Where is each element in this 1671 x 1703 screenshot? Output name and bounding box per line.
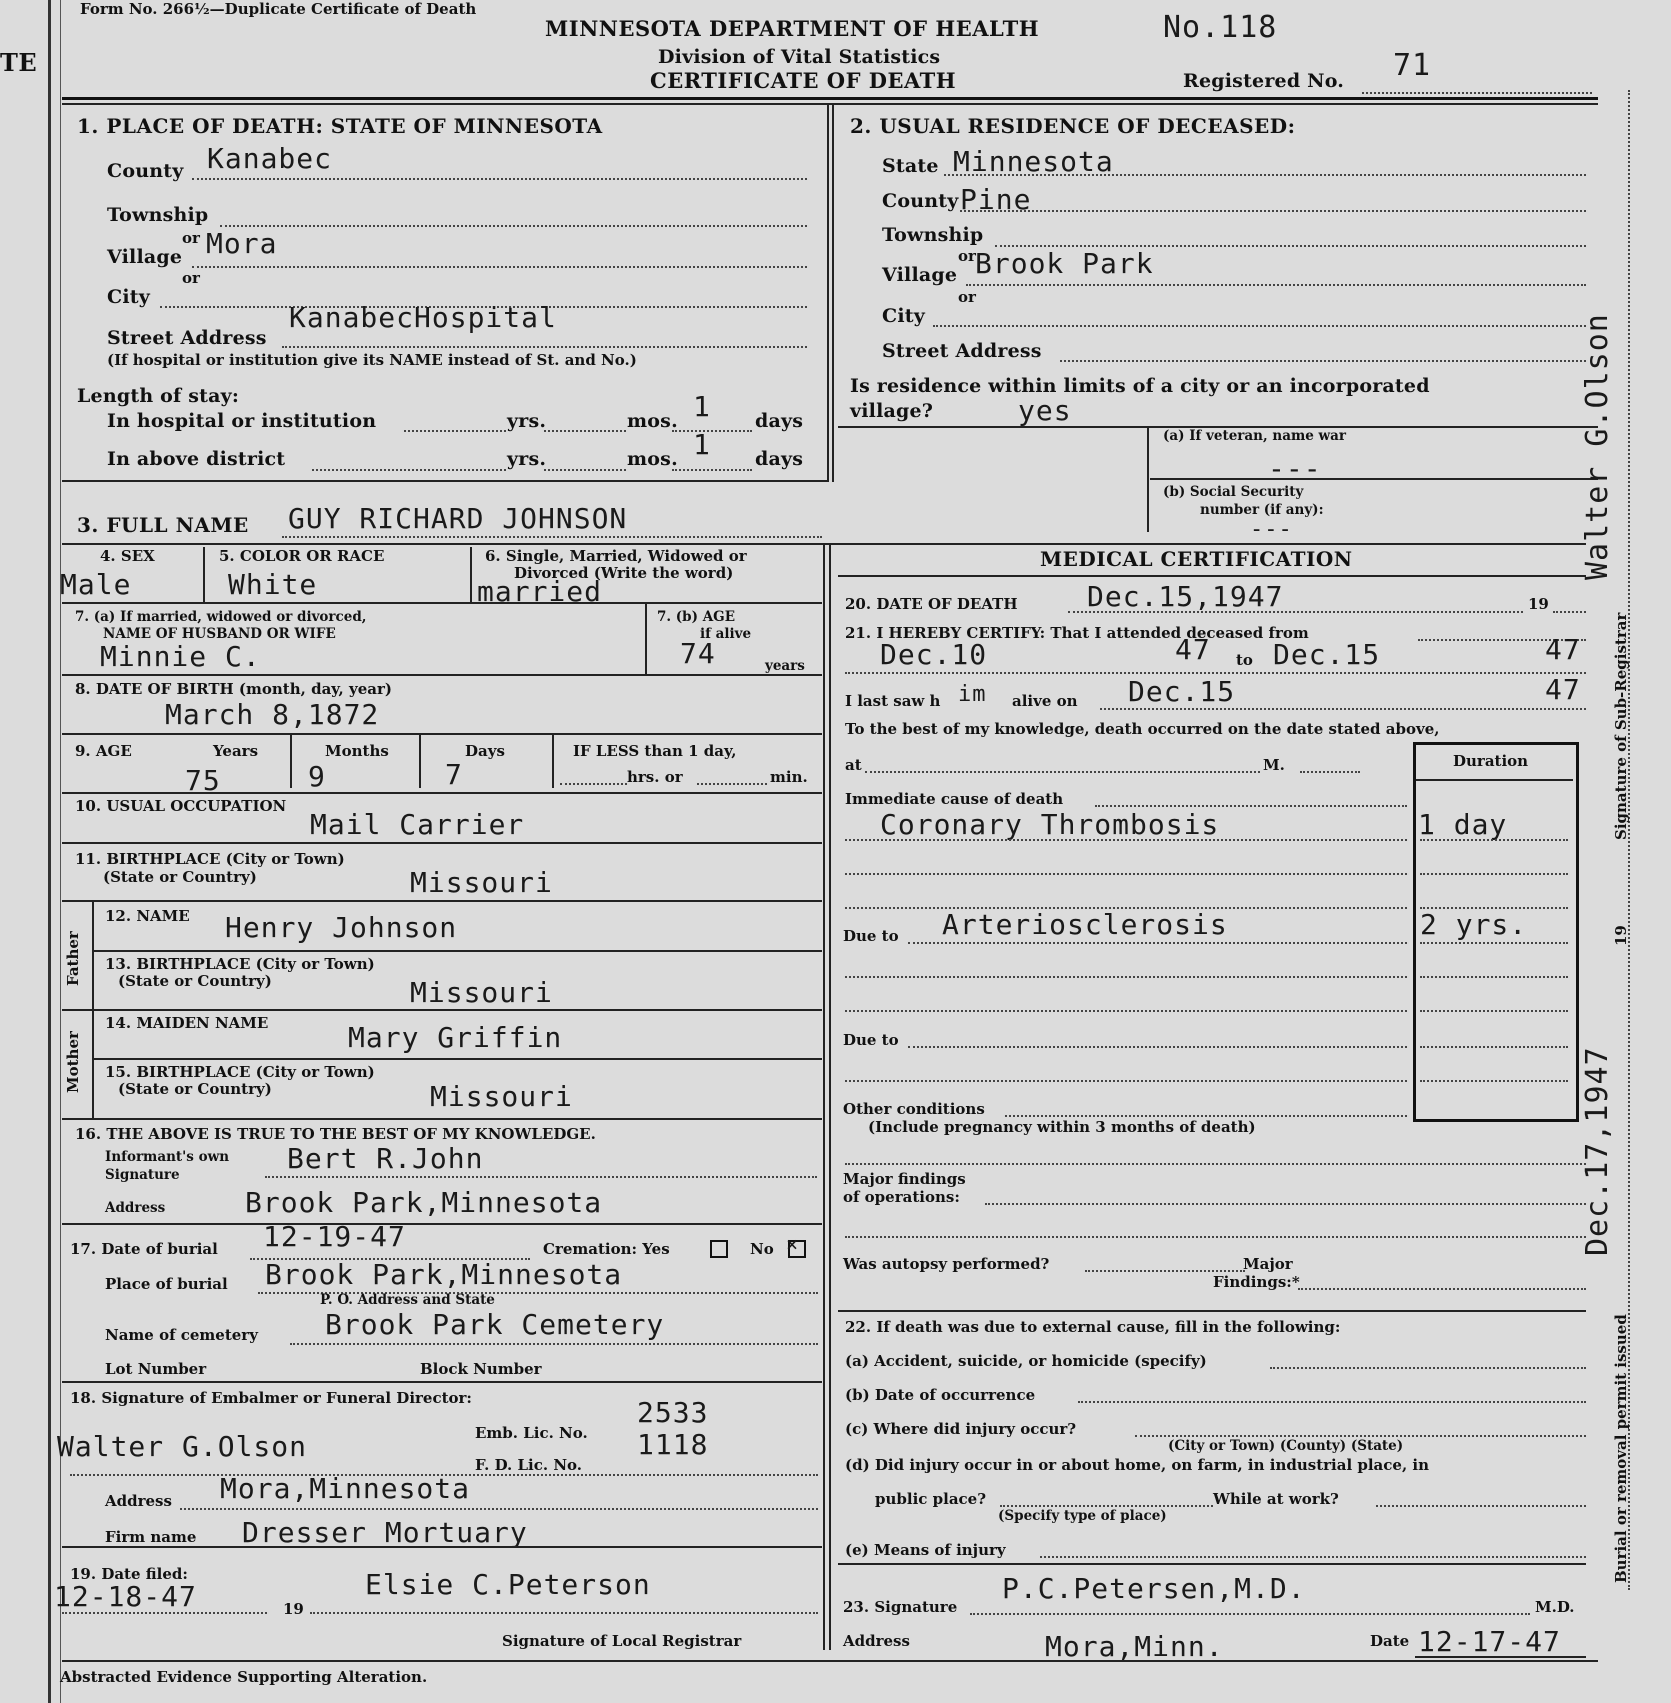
findings-label-2: of operations: [843,1188,960,1206]
or-word: or [958,288,976,306]
external-d-note: (Specify type of place) [998,1508,1167,1524]
external-a: (a) Accident, suicide, or homicide (specify) [845,1352,1207,1370]
registered-number: 71 [1393,48,1432,83]
pod-county: Kanabec [207,142,333,175]
autopsy-label: Was autopsy performed? [843,1255,1050,1273]
margin-fragment: TE [0,48,38,77]
res-county-label: County [882,190,959,212]
residence-label: 2. USUAL RESIDENCE OF DECEASED: [850,114,1296,138]
dob-label: 8. DATE OF BIRTH (month, day, year) [75,680,392,698]
pod-township-line [220,225,807,227]
res-state-label: State [882,155,939,177]
informant-address-label: Address [105,1200,166,1216]
po-address-note: P. O. Address and State [320,1292,495,1308]
spouse-age-label: 7. (b) AGE [657,609,736,625]
dur-line-7 [1420,1046,1568,1048]
father-birthplace: Missouri [410,976,553,1009]
birthplace-rule [62,900,822,902]
dur-line-5 [1420,976,1568,978]
block-label: Block Number [420,1360,542,1378]
limits-answer: yes [1018,394,1072,427]
father-name-label: 12. NAME [105,907,190,925]
other-line [1005,1115,1407,1117]
sex: Male [60,568,132,601]
duration-label: Duration [1453,752,1529,770]
age-divider-1 [290,735,292,788]
days-word: days [755,410,804,432]
race: White [228,568,318,601]
major-findings-line [1298,1288,1586,1290]
dur-line-1 [1420,839,1568,841]
cemetery-name: Brook Park Cemetery [325,1308,665,1341]
m-line [1300,771,1360,773]
certificate-title: CERTIFICATE OF DEATH [650,68,957,93]
due-line [908,942,1407,944]
duration-rule [1416,779,1573,781]
spouse-age-years: years [765,658,805,674]
veteran-divider [1147,428,1149,532]
spouse-rule [62,674,822,676]
or-word: or [182,269,200,287]
center-divider [823,545,825,1650]
father-rule [62,1009,822,1011]
external-c: (c) Where did injury occur? [845,1420,1077,1438]
res-village: Brook Park [975,247,1154,280]
lot-label: Lot Number [105,1360,207,1378]
mother-name-label: 14. MAIDEN NAME [105,1014,269,1032]
firm-rule [62,1546,822,1548]
cremation-no-mark: × [786,1232,800,1256]
birthplace-label-2: (State or Country) [103,868,257,886]
veteran-value: --- [1268,452,1322,485]
mother-name-rule [94,1058,822,1060]
age-days: 7 [445,758,463,791]
spouse-age-label-2: if alive [700,626,752,642]
footer-rule [62,1660,1598,1662]
due-to-cause: Arteriosclerosis [942,908,1228,941]
major-findings-label: Findings:* [1213,1273,1300,1291]
dur-line-2 [1420,873,1568,875]
physician-address: Mora,Minn. [1045,1630,1224,1663]
mos-word: mos. [627,410,678,432]
external-c-note: (City or Town) (County) (State) [1168,1438,1404,1454]
marital-label: 6. Single, Married, Widowed or [485,547,747,565]
external-d: (d) Did injury occur in or about home, on farm, in industrial place, in [845,1456,1429,1474]
informant-name: Bert R.John [287,1142,484,1175]
medical-title: MEDICAL CERTIFICATION [1040,547,1353,571]
yrs-word: yrs. [507,448,547,470]
findings-label: Major findings [843,1170,966,1188]
while-at-work: While at work? [1213,1490,1339,1508]
md-label: M.D. [1535,1598,1575,1616]
district-stay-label: In above district [107,448,286,470]
due-to-label: Due to [843,927,899,945]
registrar-line [310,1612,818,1614]
occupation-label: 10. USUAL OCCUPATION [75,797,287,815]
immediate-duration: 1 day [1418,808,1508,841]
cremation-label: Cremation: Yes [543,1240,670,1258]
ss-label: (b) Social Security [1163,484,1304,500]
dod-19: 19 [1528,595,1549,613]
immediate-line [1095,805,1407,807]
dod-line [1068,611,1523,613]
mother-tag: Mother [64,1031,82,1093]
emb-lic-label: Emb. Lic. No. [475,1424,588,1442]
external-d-line [1000,1505,1213,1507]
mother-bp-label: 15. BIRTHPLACE (City or Town) [105,1063,375,1081]
last-saw-him: im [958,682,987,707]
embalmer-address: Mora,Minnesota [220,1472,471,1505]
informant-line [265,1176,817,1178]
burial-place-label: Place of burial [105,1275,228,1293]
min-label: min. [770,768,808,786]
last-saw-label: I last saw h [845,692,941,710]
subregistrar-signature: Walter G.Olson [1580,313,1615,580]
res-township-label: Township [882,224,984,246]
district-yrs-line [312,469,506,471]
external-b-line [1078,1401,1586,1403]
m-label: M. [1263,756,1285,774]
age-months-label: Months [325,742,389,760]
occupation: Mail Carrier [310,808,525,841]
min-line [697,783,767,785]
center-divider-top [827,104,829,482]
registered-line [1362,92,1592,94]
permit-issued-date: Dec.17,1947 [1580,1046,1615,1256]
hospital-stay-days: 1 [693,390,711,423]
birthplace-label: 11. BIRTHPLACE (City or Town) [75,850,345,868]
res-county-line [960,210,1586,212]
or-word: or [182,229,200,247]
due2-line [908,1046,1407,1048]
autopsy-line [1085,1270,1245,1272]
left-edge-line [48,0,51,1703]
dod-yr-line [1553,611,1586,613]
attended-to: Dec.15 [1273,638,1381,671]
date-filed-label: 19. Date filed: [70,1565,188,1583]
fd-lic-label: F. D. Lic. No. [475,1456,582,1474]
registered-no-label: Registered No. [1183,70,1345,92]
spouse-age: 74 [680,637,716,670]
date-of-birth: March 8,1872 [165,698,380,731]
fd-lic-no: 1118 [637,1428,709,1461]
race-divider [470,547,472,602]
external-c-line [1135,1435,1586,1437]
burial-rule [62,1381,822,1383]
cause-line-5 [845,1010,1407,1012]
res-street-line [1060,360,1586,362]
age-label: 9. AGE [75,742,132,760]
external-a-line [1270,1367,1586,1369]
informant-sig-label: Informant's own [105,1149,230,1165]
marital-label-2: Divorced (Write the word) [514,564,734,582]
yrs-word: yrs. [507,410,547,432]
ss-value: --- [1250,517,1293,542]
alive-on-label: alive on [1012,692,1078,710]
sex-label: 4. SEX [100,547,155,565]
due-to-2-label: Due to [843,1031,899,1049]
filed-19: 19 [283,1600,304,1618]
external-cause-label: 22. If death was due to external cause, fill in the following: [845,1318,1341,1336]
district-mos-line [544,469,626,471]
cert-date: 12-17-47 [1418,1625,1561,1658]
burial-date: 12-19-47 [263,1220,406,1253]
at-label: at [845,756,862,774]
external-d-2: public place? [875,1490,987,1508]
sex-rule [62,602,822,604]
pod-county-label: County [107,160,184,182]
dur-line-8 [1420,1080,1568,1082]
date-of-death-label: 20. DATE OF DEATH [845,595,1018,613]
certificate-number: No.118 [1163,10,1278,45]
res-street-label: Street Address [882,340,1042,362]
cause-line-1 [845,839,1407,841]
spouse-label: 7. (a) If married, widowed or divorced, [75,609,367,625]
to-word: to [1236,651,1253,669]
pod-village-label: Village [107,246,183,268]
father-name-rule [94,950,822,952]
limits-question-2: village? [850,400,934,422]
permit-label: Burial or removal permit issued [1612,1314,1630,1583]
abstracted-evidence: Abstracted Evidence Supporting Alteration. [60,1668,428,1686]
res-state-line [944,174,1586,176]
pod-street-note: (If hospital or institution give its NAME instead of St. and No.) [107,351,637,369]
res-village-line [966,284,1586,286]
findings-line-2 [845,1236,1586,1238]
age-years-label: Years [213,742,259,760]
hospital-mos-line [544,430,626,432]
emb-lic-no: 2533 [637,1396,709,1429]
header-rule-2 [62,103,1598,105]
section1-rule [62,480,827,482]
physician-line [970,1613,1530,1615]
age-divider-2 [419,735,421,788]
center-divider-top-2 [832,104,834,482]
district-days-line [672,469,752,471]
certify-label: 21. I HEREBY CERTIFY: That I attended deceased from [845,624,1309,642]
immediate-cause: Coronary Thrombosis [880,808,1220,841]
dob-rule [62,733,822,735]
cemetery-label: Name of cemetery [105,1326,258,1344]
embalmer-address-line [180,1508,818,1510]
findings-line [985,1203,1586,1205]
occupation-rule [62,842,822,844]
pod-street-label: Street Address [107,327,267,349]
age-divider-3 [552,735,554,788]
birthplace: Missouri [410,866,553,899]
mother-rule [62,1118,822,1120]
age-days-label: Days [465,742,505,760]
external-e-line [1040,1556,1586,1558]
center-divider-2 [829,545,831,1650]
days-word: days [755,448,804,470]
cause-line-2 [845,873,1407,875]
age-months: 9 [308,760,326,793]
header-rule [62,97,1598,100]
hospital-days-line [672,430,752,432]
stay-label: Length of stay: [77,385,240,407]
veteran-label: (a) If veteran, name war [1163,428,1346,444]
physician-sig-label: 23. Signature [843,1598,958,1616]
major-label: Major [1243,1255,1293,1273]
autopsy-rule [838,1310,1586,1312]
division-title: Division of Vital Statistics [658,46,941,68]
spouse-label-2: NAME OF HUSBAND OR WIFE [103,626,336,642]
physician-address-label: Address [843,1632,910,1650]
hrs-line [560,783,627,785]
cert-date-line [1415,1656,1586,1658]
cert-date-label: Date [1370,1632,1410,1650]
firm-name: Dresser Mortuary [242,1516,528,1549]
limits-question: Is residence within limits of a city or an incorporated [850,375,1430,397]
res-city-line [933,325,1586,327]
age-years: 75 [185,764,221,797]
pod-village: Mora [206,227,278,260]
pod-street-line [282,346,807,348]
parents-tag-divider [92,902,94,1120]
hrs-label: hrs. or [627,768,683,786]
other-line-2 [845,1163,1586,1165]
external-e: (e) Means of injury [845,1541,1006,1559]
attended-from-year: 47 [1175,633,1211,666]
embalmer-address-label: Address [105,1492,172,1510]
or-word: or [958,247,976,265]
mos-word: mos. [627,448,678,470]
dur-line-4 [1420,942,1568,944]
father-bp-label-2: (State or Country) [118,972,272,990]
registrar-label: Signature of Local Registrar [502,1632,742,1650]
physician-signature: P.C.Petersen,M.D. [1002,1572,1306,1605]
less-than-day-label: IF LESS than 1 day, [573,742,737,760]
knowledge-statement: To the best of my knowledge, death occurred on the date stated above, [845,720,1440,738]
res-village-label: Village [882,264,958,286]
cause-line-4 [845,976,1407,978]
immediate-cause-label: Immediate cause of death [845,790,1064,808]
embalmer-label: 18. Signature of Embalmer or Funeral Director: [70,1389,472,1407]
subregistrar-label: Signature of Sub-Registrar [1612,612,1630,840]
cremation-yes-checkbox[interactable] [710,1240,728,1258]
external-b: (b) Date of occurrence [845,1386,1036,1404]
hospital-stay-label: In hospital or institution [107,410,377,432]
cemetery-line [290,1343,818,1345]
spouse-divider [645,604,647,674]
pod-street: KanabecHospital [289,301,557,334]
pod-city-label: City [107,286,150,308]
external-rule [838,1563,1586,1565]
date-filed: 12-18-47 [54,1580,197,1613]
ss-label-2: number (if any): [1200,502,1324,518]
medical-title-rule [838,575,1586,577]
informant-label: 16. THE ABOVE IS TRUE TO THE BEST OF MY KNOWLEDGE. [75,1125,596,1143]
marital-status: married [477,575,603,608]
cremation-no-label: No [750,1240,774,1258]
form-number: Form No. 266½—Duplicate Certificate of Death [80,0,477,18]
age-rule [62,792,822,794]
due-to-duration: 2 yrs. [1420,908,1528,941]
margin-19: 19 [1612,925,1630,946]
res-county: Pine [960,183,1032,216]
embalmer-signature: Walter G.Olson [57,1430,308,1463]
father-tag: Father [64,931,82,986]
other-conditions-note: (Include pregnancy within 3 months of death) [868,1118,1256,1136]
informant-rule [62,1223,822,1225]
pod-village-line [192,266,807,268]
medical-top-rule [838,543,1586,545]
father-bp-label: 13. BIRTHPLACE (City or Town) [105,955,375,973]
cause-line-6 [845,1080,1407,1082]
pod-township-label: Township [107,204,209,226]
mother-bp-label-2: (State or Country) [118,1080,272,1098]
sex-divider [203,547,205,602]
local-registrar-signature: Elsie C.Peterson [365,1568,651,1601]
informant-sig-label-2: Signature [105,1167,180,1183]
res-city-label: City [882,305,925,327]
spouse-name: Minnie C. [100,640,261,673]
full-name: GUY RICHARD JOHNSON [288,502,628,535]
veteran-rule [1150,478,1598,480]
hospital-yrs-line [404,430,506,432]
last-saw-line [1100,708,1586,710]
date-of-death: Dec.15,1947 [1087,580,1284,613]
burial-date-label: 17. Date of burial [70,1240,218,1258]
department-title: MINNESOTA DEPARTMENT OF HEALTH [545,16,1040,41]
mother-birthplace: Missouri [430,1080,573,1113]
place-of-death-label: 1. PLACE OF DEATH: STATE OF MINNESOTA [77,114,603,138]
full-name-line [282,536,822,538]
mother-name: Mary Griffin [348,1021,563,1054]
res-state: Minnesota [953,145,1114,178]
last-saw-date: Dec.15 [1128,675,1236,708]
while-line [1376,1505,1586,1507]
at-line [865,771,1260,773]
pod-county-line [192,178,807,180]
race-label: 5. COLOR OR RACE [219,547,385,565]
burial-place: Brook Park,Minnesota [265,1258,623,1291]
dur-line-6 [1420,1010,1568,1012]
firm-label: Firm name [105,1528,197,1546]
father-name: Henry Johnson [225,911,458,944]
last-saw-year: 47 [1545,673,1581,706]
informant-address: Brook Park,Minnesota [245,1186,603,1219]
attended-line [845,672,1586,674]
other-conditions-label: Other conditions [843,1100,985,1118]
district-stay-days: 1 [693,428,711,461]
attended-from: Dec.10 [880,638,988,671]
attended-to-year: 47 [1545,633,1581,666]
full-name-label: 3. FULL NAME [77,513,249,537]
date-filed-line [62,1612,267,1614]
